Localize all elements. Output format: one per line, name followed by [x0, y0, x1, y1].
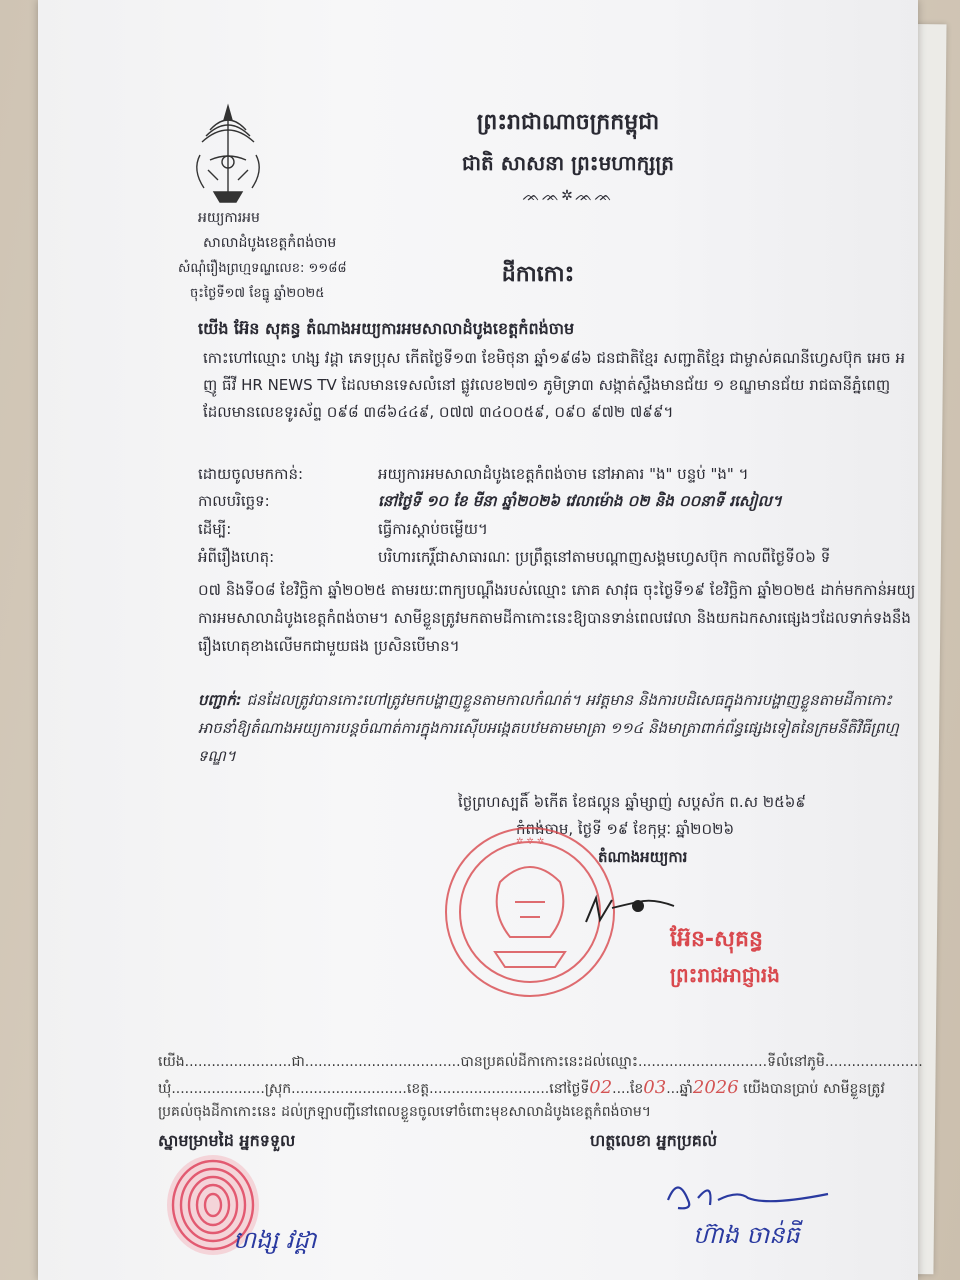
recipient-thumbprint-label: ស្នាមម្រាមដៃ អ្នកទទួល — [158, 1131, 296, 1150]
kingdom-header: ព្រះរាជាណាចក្រកម្ពុជា — [476, 110, 660, 135]
summons-paragraph: កោះហៅឈ្មោះ ហង្ស វដ្ដា ភេទប្រុស កើតថ្ងៃទី១៣ ខែមិថុនា ឆ្នាំ១៩៨៦ ជនជាតិខ្មែរ សញ្ជាតិខ្មែរ ជាម្ចាស់គណនីហ្វេសប៊ុក អេច អ ញូ ធីវី HR NEWS TV ដែលមានទេសលំនៅ ផ្លូវលេខ២៧១ ភូមិទ្រា៣ សង្កាត់ស្ទឹងមានជ័យ ១ ខណ្ឌមានជ័យ រាជធានីភ្នំពេញ ដែលមានលេខទូរស័ព្ទ ០៩៨ ៣៨៦៤៤៩, ០៧៧ ៣៤០០៥៩, ០៩០ ៩៧២ ៧៩៩។ — [203, 349, 905, 421]
delivery-line-2-month-label: ....ខែ — [612, 1081, 644, 1097]
header-ornament: ᨏᨏ✲ᨏᨏ — [522, 188, 614, 204]
summons-document — [38, 0, 923, 1280]
subject-label: អំពីរឿងហេតុ: — [198, 548, 275, 566]
signatory-name: អ៊ែន-សុគន្ធ — [670, 927, 763, 952]
subject-value: បរិហារកេរ្តិ៍ជាសាធារណៈ ប្រព្រឹត្តនៅតាមបណ្តាញសង្គមហ្វេសប៊ុក កាលពីថ្ងៃទី០៦ ទី — [378, 548, 831, 566]
signatory-title: ព្រះរាជអាជ្ញារង — [670, 963, 780, 987]
case-reference: សំណុំរឿងព្រហ្មទណ្ឌលេខ: ១១៨៨ — [178, 261, 347, 276]
handwritten-month: 03 — [643, 1077, 667, 1098]
office-name-line2: សាលាដំបូងខេត្តកំពង់ចាម — [203, 235, 337, 251]
note-label: បញ្ជាក់: — [198, 691, 242, 709]
lunar-dateline: ថ្ងៃព្រហស្បតិ៍ ៦កើត ខែផល្គុន ឆ្នាំម្សាញ់ សប្តស័ក ព.ស ២៥៦៩ — [458, 793, 806, 811]
handwritten-year: 2026 — [692, 1077, 739, 1098]
delivery-line-1: យើង........................ជា...................................បានប្រគល់ដីកាកោះនេះដល់ឈ្មោះ.............................ទីលំនៅភូមិ...................... — [158, 1054, 923, 1070]
deliverer-signature-scribble — [658, 1170, 838, 1220]
date-label: កាលបរិច្ឆេទ: — [198, 492, 270, 510]
delivery-line-2-suffix: យើងបានប្រាប់ សាមីខ្លួនត្រូវ — [738, 1081, 885, 1097]
delivery-line-2 — [158, 1077, 885, 1100]
deliverer-signature-label: ហត្ថលេខា អ្នកប្រគល់ — [590, 1131, 718, 1150]
note-text: ជនដែលត្រូវបានកោះហៅត្រូវមកបង្ហាញខ្លួនតាមកាលកំណត់។ អវត្តមាន និងការបដិសេធក្នុងការបង្ហាញខ្លួនតាមដីកាកោះ អាចនាំឱ្យតំណាងអយ្យការបន្តចំណាត់ការក្នុងការស៊ើបអង្កេតបឋមតាមមាត្រា ១១៤ និងមាត្រាពាក់ព័ន្ធផ្សេងទៀតនៃក្រមនីតិវិធីព្រហ្មទណ្ឌ។ — [198, 691, 899, 765]
handwritten-day: 02 — [589, 1077, 613, 1098]
delivery-line-2-prefix: ឃុំ.....................ស្រុក..........................ខេត្ត...........................នៅថ្ងៃទី — [158, 1081, 590, 1097]
recipient-handwritten-name: ហង្ស វដ្ដា — [233, 1226, 317, 1254]
document-title: ដីកាកោះ — [501, 262, 575, 287]
purpose-value: ធ្វើការស្តាប់ចម្លើយ។ — [378, 520, 488, 538]
subject-continuation: ០៧ និងទី០៨ ខែវិច្ឆិកា ឆ្នាំ២០២៥ តាមរយៈពាក្យបណ្តឹងរបស់ឈ្មោះ ភោគ សាវុធ ចុះថ្ងៃទី១៩ ខែវិច្ឆិកា ឆ្នាំ២០២៥ ដាក់មកកាន់អយ្យការអមសាលាដំបូងខេត្តកំពង់ចាម។ សាមីខ្លួនត្រូវមកតាមដីកាកោះនេះឱ្យបានទាន់ពេលវេលា និងយកឯកសារផ្សេងៗដែលទាក់ទងនឹងរឿងហេតុខាងលើមកជាមួយផង ប្រសិនបើមាន។ — [198, 581, 916, 655]
date-value: នៅថ្ងៃទី ១០ ខែ មីនា ឆ្នាំ២០២៦ វេលាម៉ោង ០២ និង ០០នាទី រសៀល។ — [378, 492, 782, 510]
delivery-line-2-year-label: ...ឆ្នាំ — [666, 1081, 693, 1097]
deliverer-handwritten-name: ហ៊ាង ចាន់ធី — [693, 1221, 800, 1249]
issuer-statement: យើង អ៊ែន សុគន្ធ តំណាងអយ្យការអមសាលាដំបូងខេត្តកំពង់ចាម — [198, 319, 575, 338]
note-paragraph — [198, 686, 918, 770]
national-motto: ជាតិ សាសនា ព្រះមហាក្សត្រ — [462, 151, 674, 175]
purpose-label: ដើម្បី: — [198, 520, 232, 538]
appear-label: ដោយចូលមកកាន់: — [198, 465, 304, 483]
appear-value: អយ្យការអមសាលាដំបូងខេត្តកំពង់ចាម នៅអាគារ "ង" បន្ទប់ "ង" ។ — [378, 465, 749, 483]
delivery-line-3: ប្រគល់ចុងដីកាកោះនេះ ដល់ក្រឡាបញ្ជីនៅពេលខ្លួនចូលទៅចំពោះមុខសាលាដំបូងខេត្តកំពង់ចាម។ — [158, 1104, 652, 1120]
prosecutor-representative-title: តំណាងអយ្យការ — [598, 848, 688, 866]
royal-emblem-icon — [180, 100, 276, 210]
svg-text:✲ ✲ ✲: ✲ ✲ ✲ — [515, 837, 545, 847]
office-name-line1: អយ្យការអម — [198, 210, 260, 226]
solar-dateline: កំពង់ចាម, ថ្ងៃទី ១៩ ខែកុម្ភៈ ឆ្នាំ២០២៦ — [516, 820, 735, 838]
case-date: ចុះថ្ងៃទី១៧ ខែធ្នូ ឆ្នាំ២០២៥ — [190, 286, 325, 301]
